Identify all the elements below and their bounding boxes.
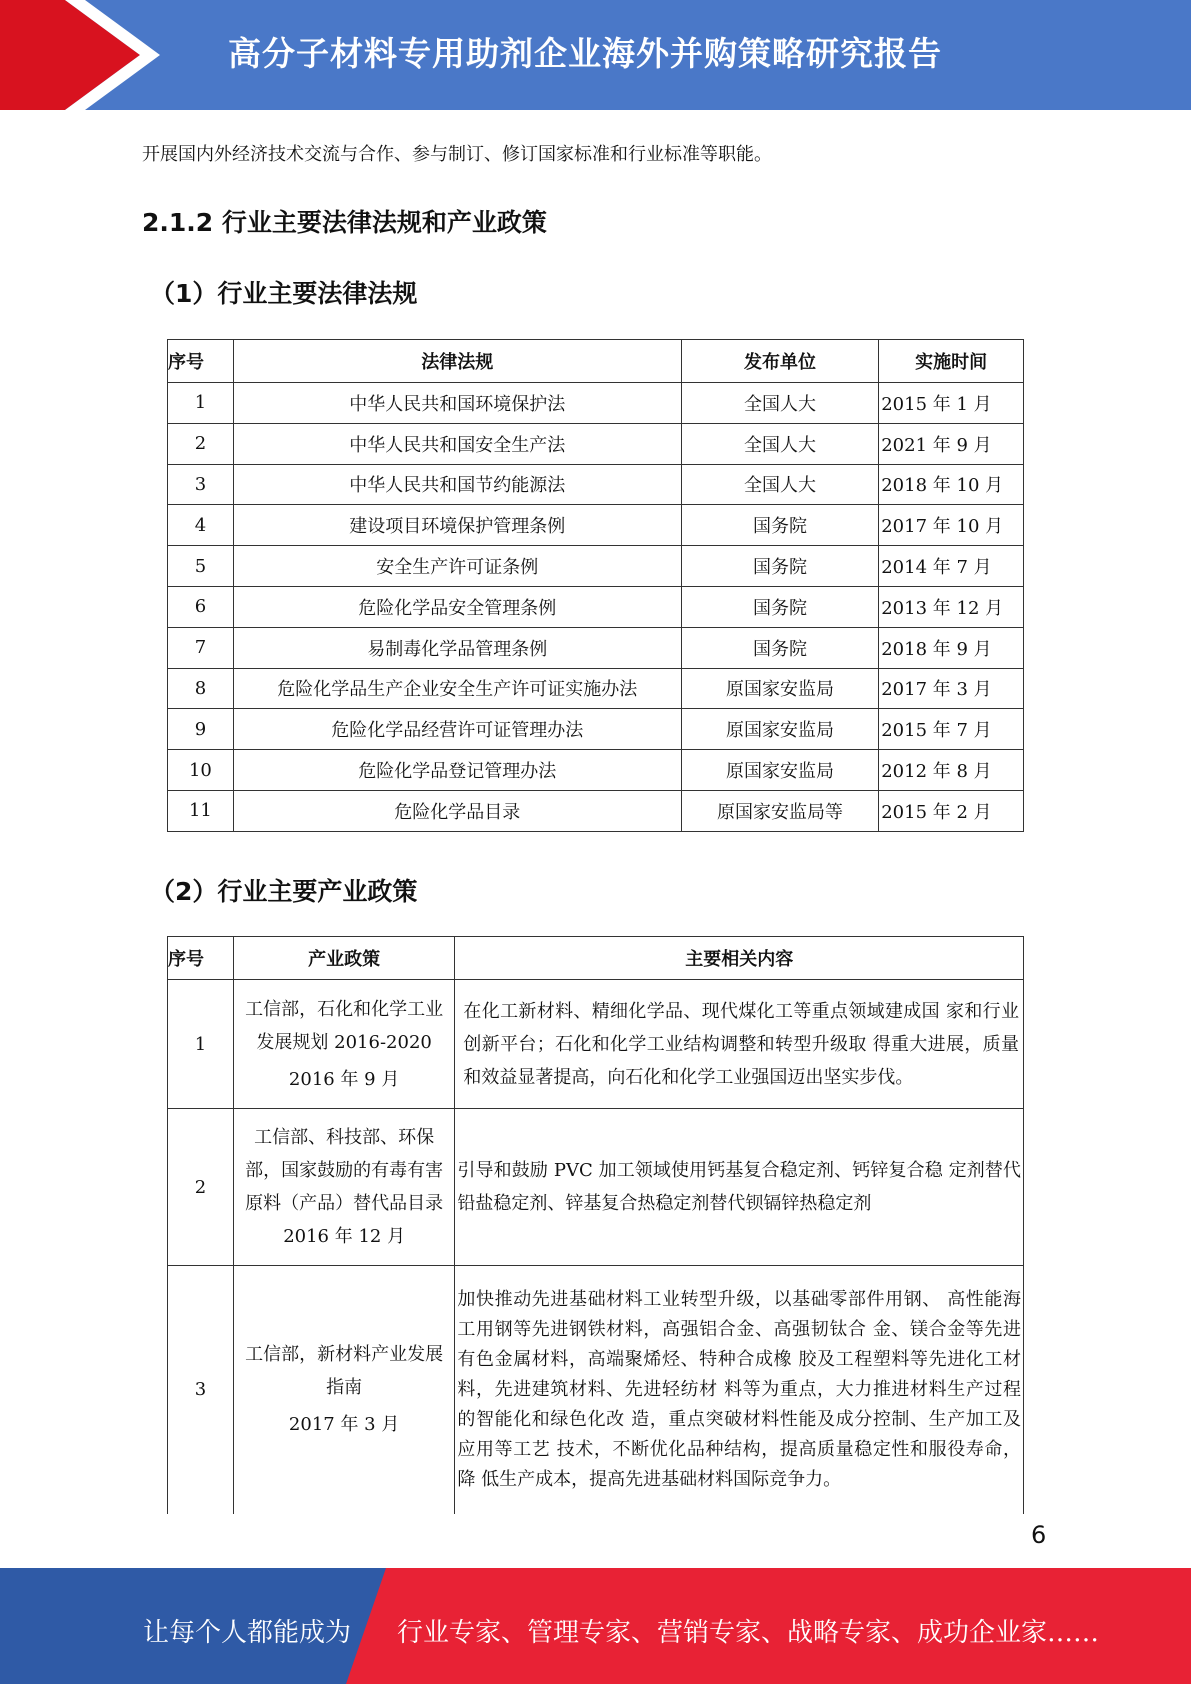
cell-issuer: 原国家安监局 [681,668,879,709]
cell-date: 2014 年 7 月 [879,546,1024,587]
cell-date: 2012 年 8 月 [879,750,1024,791]
policy-title: 工信部，石化和化学工业发展规划 2016-2020 [245,998,444,1053]
cell-law: 危险化学品登记管理办法 [233,750,681,791]
cell-no: 5 [168,546,234,587]
table-row [168,546,1024,587]
cell-content: 加快推动先进基础材料工业转型升级，以基础零部件用钢、 高性能海工用钢等先进钢铁材料，高强铝合金、高强韧钛合 金、镁合金等先进有色金属材料，高端聚烯烃、特种合成橡 胶及工程塑料等先进化工材料，先进建筑材料、先进轻纺材 料等为重点，大力推进材料生产过程的智能化和绿色化改 造，重点突破材料性能及成分控制、生产加工及应用等工艺 技术，不断优化品种结构，提高质量稳定性和服役寿命，降 低生产成本，提高先进基础材料国际竞争力。 [455,1266,1024,1514]
policy-title: 工信部，新材料产业发展指南 [245,1344,444,1399]
column-header: 产业政策 [233,937,455,980]
cell-date: 2021 年 9 月 [879,423,1024,464]
cell-issuer: 全国人大 [681,423,879,464]
cell-law: 危险化学品经营许可证管理办法 [233,709,681,750]
cell-law: 中华人民共和国环境保护法 [233,383,681,424]
table-row [168,464,1024,505]
column-header: 实施时间 [879,340,1024,383]
cell-law: 中华人民共和国节约能源法 [233,464,681,505]
table-header-row [168,937,1024,980]
page-footer [0,1568,1191,1684]
cell-date: 2017 年 10 月 [879,505,1024,546]
table-row [168,586,1024,627]
policies-table [167,936,1024,1514]
section-heading: 2.1.2 行业主要法律法规和产业政策 [142,208,547,237]
laws-table [167,339,1024,832]
policy-date: 2017 年 3 月 [288,1414,400,1436]
cell-no: 3 [168,1266,234,1514]
table-row [168,709,1024,750]
cell-no: 1 [168,383,234,424]
table-row [168,423,1024,464]
cell-no: 9 [168,709,234,750]
cell-no: 8 [168,668,234,709]
column-header: 发布单位 [681,340,879,383]
cell-date: 2018 年 9 月 [879,627,1024,668]
column-header: 法律法规 [233,340,681,383]
cell-no: 11 [168,790,234,831]
cell-content: 引导和鼓励 PVC 加工领域使用钙基复合稳定剂、钙锌复合稳 定剂替代铅盐稳定剂、锌基复合热稳定剂替代钡镉锌热稳定剂 [455,1109,1024,1266]
cell-law: 安全生产许可证条例 [233,546,681,587]
laws-heading: （1）行业主要法律法规 [150,279,418,308]
cell-issuer: 原国家安监局 [681,709,879,750]
cell-no: 1 [168,980,234,1109]
cell-policy [233,1266,455,1514]
table-row [168,750,1024,791]
cell-no: 7 [168,627,234,668]
cell-date: 2013 年 12 月 [879,586,1024,627]
cell-no: 6 [168,586,234,627]
column-header: 主要相关内容 [455,937,1024,980]
cell-issuer: 国务院 [681,627,879,668]
cell-issuer: 国务院 [681,586,879,627]
table-row [168,668,1024,709]
cell-date: 2015 年 7 月 [879,709,1024,750]
table-row [168,383,1024,424]
intro-paragraph: 开展国内外经济技术交流与合作、参与制订、修订国家标准和行业标准等职能。 [142,144,772,165]
cell-issuer: 全国人大 [681,383,879,424]
cell-law: 建设项目环境保护管理条例 [233,505,681,546]
cell-date: 2015 年 2 月 [879,790,1024,831]
cell-issuer: 国务院 [681,546,879,587]
cell-law: 易制毒化学品管理条例 [233,627,681,668]
cell-law: 危险化学品安全管理条例 [233,586,681,627]
cell-content: 在化工新材料、精细化学品、现代煤化工等重点领域建成国 家和行业创新平台；石化和化学工业结构调整和转型升级取 得重大进展，质量和效益显著提高，向石化和化学工业强国迈出坚实步伐。 [455,980,1024,1109]
column-header: 序号 [168,340,234,383]
cell-date: 2018 年 10 月 [879,464,1024,505]
cell-policy [233,980,455,1109]
table-row [168,790,1024,831]
cell-no: 3 [168,464,234,505]
table-row [168,627,1024,668]
cell-law: 危险化学品目录 [233,790,681,831]
policy-date: 2016 年 9 月 [288,1068,400,1090]
cell-date: 2017 年 3 月 [879,668,1024,709]
policy-title: 工信部、科技部、环保部，国家鼓励的有毒有害原料（产品）替代品目录 2016 年 12 月 [245,1127,444,1247]
cell-issuer: 全国人大 [681,464,879,505]
footer-slogan-right: 行业专家、管理专家、营销专家、战略专家、成功企业家…… [397,1618,1100,1648]
cell-issuer: 原国家安监局等 [681,790,879,831]
footer-slogan-left: 让每个人都能成为 [143,1618,352,1648]
cell-policy [233,1109,455,1266]
cell-no: 10 [168,750,234,791]
cell-no: 4 [168,505,234,546]
cell-law: 中华人民共和国安全生产法 [233,423,681,464]
policies-heading: （2）行业主要产业政策 [150,877,418,906]
cell-issuer: 原国家安监局 [681,750,879,791]
table-row [168,505,1024,546]
cell-issuer: 国务院 [681,505,879,546]
column-header: 序号 [168,937,234,980]
cell-no: 2 [168,423,234,464]
table-row [168,1266,1024,1514]
cell-date: 2015 年 1 月 [879,383,1024,424]
table-row [168,1109,1024,1266]
page-number: 6 [1031,1521,1047,1549]
page-header [0,0,1191,110]
table-header-row [168,340,1024,383]
cell-law: 危险化学品生产企业安全生产许可证实施办法 [233,668,681,709]
table-row [168,980,1024,1109]
cell-no: 2 [168,1109,234,1266]
header-title: 高分子材料专用助剂企业海外并购策略研究报告 [228,34,942,73]
